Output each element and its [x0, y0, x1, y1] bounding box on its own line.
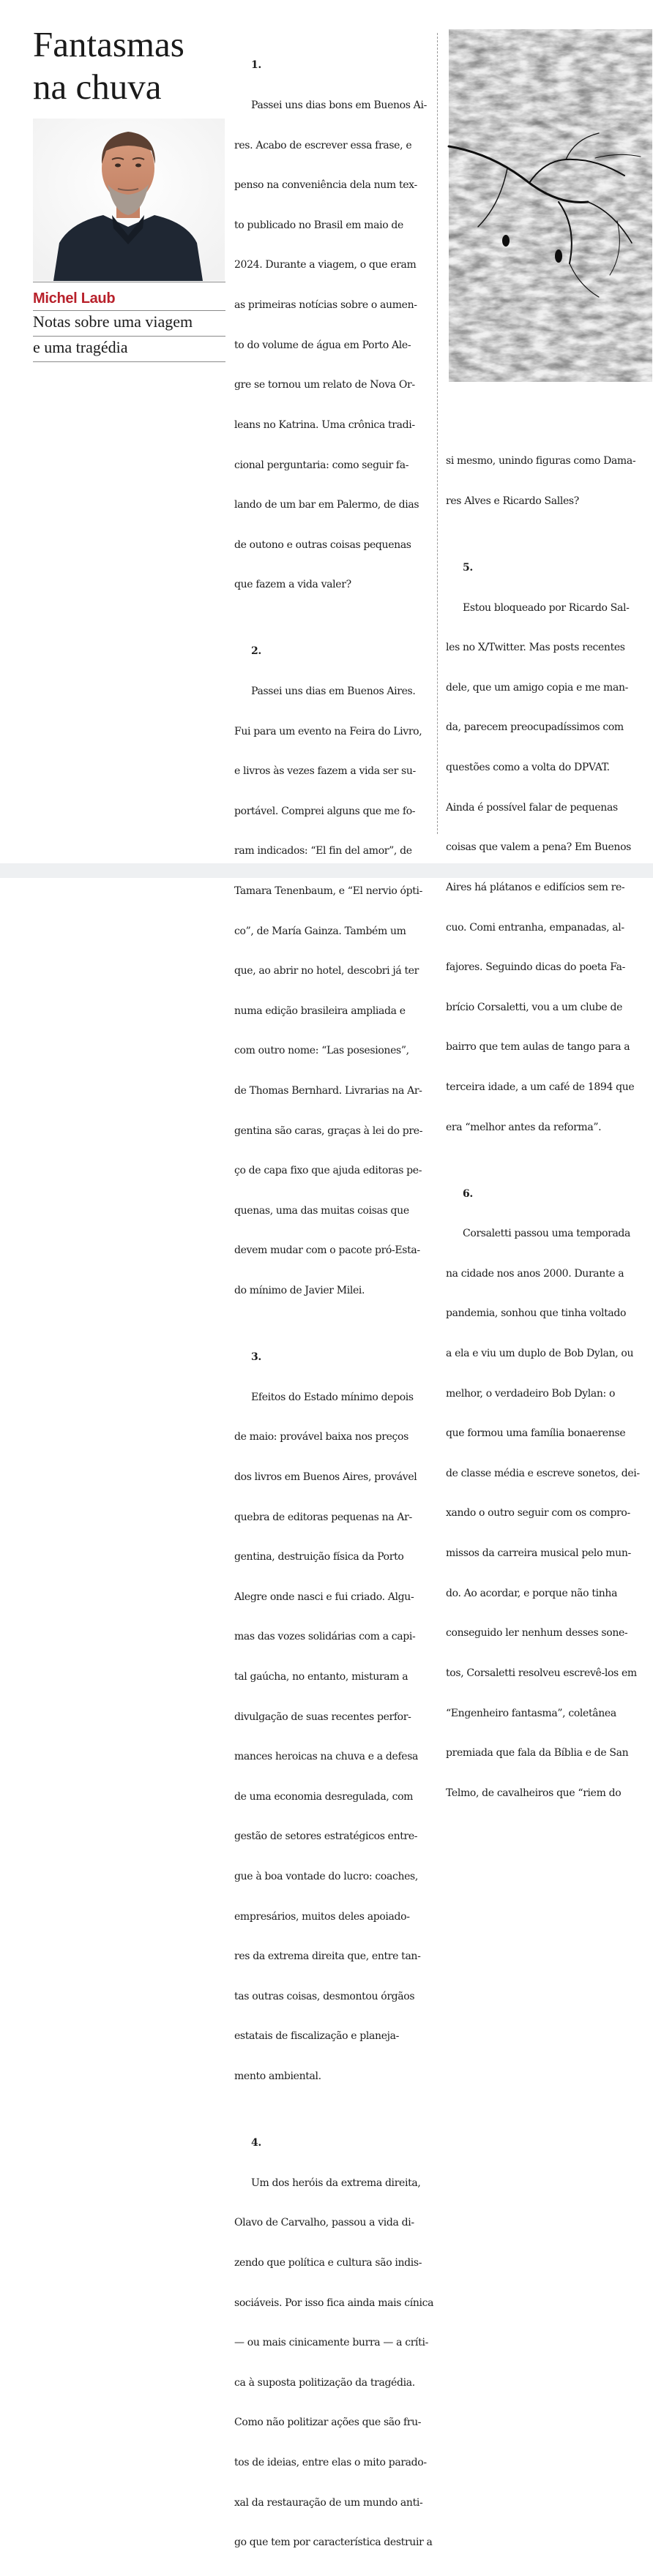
text-line: mances heroicas na chuva e a defesa — [234, 1751, 419, 1763]
subtitle-line-1: Notas sobre uma viagem — [33, 312, 193, 331]
section-6 — [446, 1160, 641, 1826]
article-column-2 — [446, 428, 641, 1826]
text-line: Efeitos do Estado mínimo depois — [251, 1391, 414, 1403]
rule-bottom — [33, 361, 225, 362]
text-line: Estou bloqueado por Ricardo Sal- — [463, 601, 630, 614]
section-4 — [234, 2110, 434, 2576]
text-line: cional perguntaria: como seguir fa- — [234, 459, 409, 471]
text-line: do. Ao acordar, e porque não tinha — [446, 1587, 618, 1599]
section-4-continued — [446, 428, 641, 535]
text-line: tal gaúcha, no entanto, misturam a — [234, 1670, 408, 1683]
text-line: Corsaletti passou uma temporada — [463, 1228, 631, 1240]
text-line: co”, de María Gainza. Também um — [234, 925, 406, 937]
text-line: to publicado no Brasil em maio de — [234, 219, 403, 231]
text-line: que, ao abrir no hotel, descobri já ter — [234, 965, 419, 977]
headline-line-2: na chuva — [33, 67, 162, 107]
text-line: de classe média e escreve sonetos, dei- — [446, 1467, 640, 1479]
text-line: numa edição brasileira ampliada e — [234, 1005, 406, 1017]
text-line: les no X/Twitter. Mas posts recentes — [446, 642, 625, 654]
text-line: tos de ideias, entre elas o mito parado- — [234, 2456, 427, 2468]
text-line: questões como a volta do DPVAT. — [446, 762, 610, 774]
text-line: Um dos heróis da extrema direita, — [251, 2177, 421, 2189]
text-line: gentina são caras, graças à lei do pre- — [234, 1124, 423, 1137]
text-line: Fui para um evento na Feira do Livro, — [234, 725, 422, 737]
rule-subtitle — [33, 336, 225, 337]
text-line: res Alves e Ricardo Salles? — [446, 495, 579, 508]
text-line: 2024. Durante a viagem, o que eram — [234, 259, 417, 271]
text-line: gre se tornou um relato de Nova Or- — [234, 379, 415, 391]
text-line: penso na conveniência dela num tex- — [234, 179, 417, 192]
text-line: as primeiras notícias sobre o aumen- — [234, 299, 417, 312]
text-line: tas outras coisas, desmontou órgãos — [234, 1990, 415, 2002]
text-line: mas das vozes solidárias com a capi- — [234, 1631, 416, 1643]
text-line: que formou uma família bonaerense — [446, 1427, 626, 1440]
text-line: pandemia, sonhou que tinha voltado — [446, 1307, 627, 1320]
text-line: go que tem por característica destruir a — [234, 2536, 433, 2549]
text-line: da, parecem preocupadíssimos com — [446, 721, 624, 734]
section-1 — [234, 32, 429, 618]
section-2-number: 2. — [251, 645, 261, 658]
text-line: de maio: provável baixa nos preços — [234, 1431, 408, 1443]
text-line: quebra de editoras pequenas na Ar- — [234, 1511, 412, 1523]
headline-line-1: Fantasmas — [33, 24, 184, 64]
text-line: com outro nome: “Las posesiones”, — [234, 1045, 409, 1057]
text-line: cuo. Comi entranha, empanadas, al- — [446, 921, 624, 934]
text-line: terceira idade, a um café de 1894 que — [446, 1081, 635, 1093]
text-line: ço de capa fixo que ajuda editoras pe- — [234, 1165, 422, 1177]
text-line: to do volume de água em Porto Ale- — [234, 339, 411, 351]
text-line: leans no Katrina. Uma crônica tradi- — [234, 418, 415, 431]
text-line: Ainda é possível falar de pequenas — [446, 801, 618, 814]
text-line: bairro que tem aulas de tango para a — [446, 1041, 630, 1054]
text-line: Aires há plátanos e edifícios sem re- — [446, 881, 625, 893]
text-line: fajores. Seguindo dicas do poeta Fa- — [446, 961, 625, 974]
text-line: tos, Corsaletti resolveu escrevê-los em — [446, 1667, 637, 1679]
text-line: “Engenheiro fantasma”, coletânea — [446, 1707, 616, 1719]
section-1-number: 1. — [251, 59, 261, 72]
text-line: res. Acabo de escrever essa frase, e — [234, 139, 412, 151]
column-separator — [437, 33, 438, 834]
text-line: res da extrema direita que, entre tan- — [234, 1950, 421, 1963]
text-line: Passei uns dias em Buenos Aires. — [251, 685, 416, 697]
subtitle-line-2: e uma tragédia — [33, 338, 128, 356]
headline — [33, 23, 231, 108]
text-line: Telmo, de cavalheiros que “riem do — [446, 1787, 622, 1799]
text-line: — ou mais cinicamente burra — a críti- — [234, 2337, 428, 2349]
text-line: sociáveis. Por isso fica ainda mais cínica — [234, 2297, 434, 2309]
text-line: de outono e outras coisas pequenas — [234, 538, 411, 551]
text-line: estatais de fiscalização e planeja- — [234, 2030, 399, 2043]
text-line: Olavo de Carvalho, passou a vida di- — [234, 2217, 414, 2229]
text-line: devem mudar com o pacote pró-Esta- — [234, 1244, 420, 1257]
text-line: portável. Comprei alguns que me fo- — [234, 805, 416, 817]
text-line: xal da restauração de um mundo anti- — [234, 2496, 423, 2509]
text-line: dos livros em Buenos Aires, provável — [234, 1471, 417, 1483]
text-line: mento ambiental. — [234, 2070, 321, 2083]
section-5-number: 5. — [463, 562, 473, 574]
text-line: gue à boa vontade do lucro: coaches, — [234, 1871, 418, 1883]
text-line: que fazem a vida valer? — [234, 579, 351, 591]
text-line: melhor, o verdadeiro Bob Dylan: o — [446, 1387, 616, 1400]
text-line: si mesmo, unindo figuras como Dama- — [446, 455, 636, 467]
text-line: Tamara Tenenbaum, e “El nervio ópti- — [234, 885, 422, 897]
text-line: de uma economia desregulada, com — [234, 1790, 414, 1803]
text-line: conseguido ler nenhum desses sone- — [446, 1627, 628, 1640]
section-3-number: 3. — [251, 1351, 261, 1364]
section-5 — [446, 535, 641, 1161]
text-line: do mínimo de Javier Milei. — [234, 1285, 365, 1297]
text-line: zendo que política e cultura são indis- — [234, 2256, 422, 2269]
section-4-number: 4. — [251, 2137, 261, 2149]
section-3 — [234, 1324, 429, 2110]
section-6-number: 6. — [463, 1187, 473, 1200]
text-line: lando de um bar em Palermo, de dias — [234, 499, 419, 511]
text-line: gentina, destruição física da Porto — [234, 1551, 404, 1563]
text-line: gestão de setores estratégicos entre- — [234, 1830, 418, 1843]
text-line: Alegre onde nasci e fui criado. Algu- — [234, 1591, 414, 1603]
author-portrait — [33, 119, 225, 281]
text-line: de Thomas Bernhard. Livrarias na Ar- — [234, 1085, 422, 1097]
text-line: xando o outro seguir com os compro- — [446, 1507, 630, 1520]
text-line: divulgação de suas recentes perfor- — [234, 1711, 411, 1723]
text-line: missos da carreira musical pelo mun- — [446, 1547, 631, 1560]
text-line: coisas que valem a pena? Em Buenos — [446, 841, 631, 854]
text-line: premiada que fala da Bíblia e de San — [446, 1747, 629, 1760]
flood-photo — [449, 29, 652, 382]
text-line: a ela e viu um duplo de Bob Dylan, ou — [446, 1348, 634, 1360]
text-line: empresários, muitos deles apoiado- — [234, 1910, 410, 1923]
text-line: ca à suposta politização da tragédia. — [234, 2376, 415, 2389]
text-line: Passei uns dias bons em Buenos Ai- — [251, 99, 427, 112]
text-line: quenas, uma das muitas coisas que — [234, 1204, 409, 1217]
text-line: era “melhor antes da reforma”. — [446, 1121, 602, 1133]
text-line: dele, que um amigo copia e me man- — [446, 681, 629, 694]
author-name: Michel Laub — [33, 290, 116, 307]
text-line: brício Corsaletti, vou a um clube de — [446, 1001, 623, 1013]
section-2 — [234, 618, 429, 1324]
page-footer-bar — [0, 863, 653, 878]
article-column-1 — [234, 32, 434, 2576]
text-line: ram indicados: “El fin del amor”, de — [234, 845, 412, 857]
rule-author — [33, 310, 225, 311]
text-line: e livros às vezes fazem a vida ser su- — [234, 765, 416, 778]
text-line: Como não politizar ações que são fru- — [234, 2417, 422, 2429]
text-line: na cidade nos anos 2000. Durante a — [446, 1267, 624, 1280]
